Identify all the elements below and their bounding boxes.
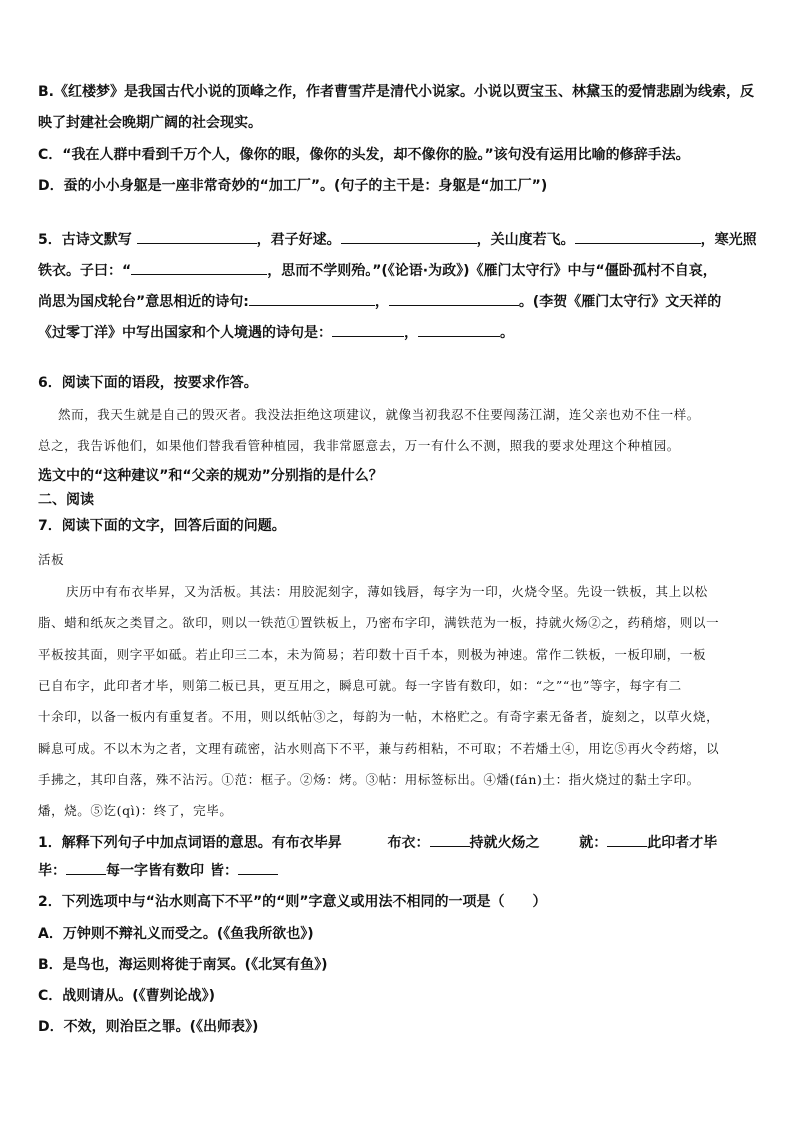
answer-blank[interactable] [418, 322, 500, 337]
q5-line2: 铁衣。子曰：“ ，思而不学则殆。”(《论语·为政》)《雁门太守行》中与“僵卧孤村不自哀， [38, 260, 717, 281]
q5-line3: 尚思为国戍轮台”意思相近的诗句: ， 。(李贺《雁门太守行》文天祥的 [38, 291, 721, 312]
q7-passage-line: 手拂之，其印自落，殊不沾污。①范：框子。②炀：烤。③帖：用标签标出。④燔(fán)土：指火烧过的黏土字印。 [38, 772, 700, 787]
answer-blank[interactable] [607, 832, 647, 847]
q7-sub1-line2: 毕： 每一字皆有数印 皆： [38, 860, 278, 881]
q7-passage-line: 十余印，以备一板内有重复者。不用，则以纸帖③之，每韵为一帖，木格贮之。有奇字素无备者，旋刻之，以草火烧， [38, 709, 720, 724]
q6-title: 6．阅读下面的语段，按要求作答。 [38, 375, 258, 391]
q4-option-b-line2: 映了封建社会晚期广阔的社会现实。 [38, 115, 262, 131]
answer-blank[interactable] [332, 322, 404, 337]
q6-passage-line1: 然而，我天生就是自己的毁灭者。我没法拒绝这项建议，就像当初我忍不住要闯荡江湖，连父亲也劝不住一样。 [58, 407, 700, 422]
answer-blank[interactable] [131, 260, 267, 275]
answer-blank[interactable] [575, 229, 701, 244]
q7-sub1-line1: 1．解释下列句子中加点词语的意思。有布衣毕昇 布衣： 持就火炀之 就： 此印者才毕 [38, 832, 717, 853]
answer-blank[interactable] [249, 291, 375, 306]
q7-passage-line: 庆历中有布衣毕昇，又为活板。其法：用胶泥刻字，薄如钱唇，每字为一印，火烧令坚。先设一铁板，其上以松 [66, 584, 708, 599]
q4-option-d: D．蚕的小小身躯是一座非常奇妙的“加工厂”。(句子的主干是：身躯是“加工厂”) [38, 178, 548, 194]
answer-blank[interactable] [389, 291, 519, 306]
answer-blank[interactable] [341, 229, 477, 244]
q7-passage-line: 瞬息可成。不以木为之者，文理有疏密，沾水则高下不平，兼与药相粘，不可取；不若燔土④，用讫⑤再火令药熔，以 [38, 741, 720, 756]
answer-blank[interactable] [430, 832, 470, 847]
q7-passage-line: 燔，烧。⑤讫(qì)：终了，完毕。 [38, 803, 233, 818]
section-heading: 二、阅读 [38, 492, 94, 508]
answer-blank[interactable] [66, 860, 106, 875]
q7-passage-heading: 活板 [38, 552, 65, 567]
q7-passage-line: 脂、蜡和纸灰之类冒之。欲印，则以一铁范①置铁板上，乃密布字印，满铁范为一板，持就火炀②之，药稍熔，则以一 [38, 615, 720, 630]
q7-title: 7．阅读下面的文字，回答后面的问题。 [38, 518, 286, 534]
q7-passage-line: 已自布字，此印者才毕，则第二板已具，更互用之，瞬息可就。每一字皆有数印，如：“之”“也”等字，每字有二 [38, 678, 682, 693]
answer-blank[interactable] [238, 860, 278, 875]
q4-option-c: C．“我在人群中看到千万个人，像你的眼，像你的头发，却不像你的脸。”该句没有运用比喻的修辞手法。 [38, 147, 690, 163]
q5-line1: 5．古诗文默写 ，君子好逑。 ，关山度若飞。 ，寒光照 [38, 229, 757, 250]
q4-option-b-line1: B.《红楼梦》是我国古代小说的顶峰之作，作者曹雪芹是清代小说家。小说以贾宝玉、林黛玉的爱情悲剧为线索，反 [38, 84, 754, 100]
q7-option-b[interactable]: B．是鸟也，海运则将徙于南冥。(《北冥有鱼》) [38, 957, 328, 973]
q6-question: 选文中的“这种建议”和“父亲的规劝”分别指的是什么？ [38, 468, 383, 484]
q7-passage-line: 平板按其面，则字平如砥。若止印三二本，未为简易；若印数十百千本，则极为神速。常作二铁板，一板印刷，一板 [38, 647, 707, 662]
q6-passage-line2: 总之，我告诉他们，如果他们替我看管种植园，我非常愿意去，万一有什么不测，照我的要求处理这个种植园。 [38, 438, 680, 453]
answer-blank[interactable] [137, 229, 257, 244]
q7-sub2: 2．下列选项中与“沾水则高下不平”的“则”字意义或用法不相同的一项是（ ） [38, 894, 547, 910]
q7-option-a[interactable]: A．万钟则不辩礼义而受之。(《鱼我所欲也》) [38, 926, 314, 942]
q7-option-c[interactable]: C．战则请从。(《曹刿论战》) [38, 988, 216, 1004]
q7-option-d[interactable]: D．不效，则治臣之罪。(《出师表》) [38, 1019, 259, 1035]
q5-line4: 《过零丁洋》中写出国家和个人境遇的诗句是： ， 。 [38, 322, 514, 343]
